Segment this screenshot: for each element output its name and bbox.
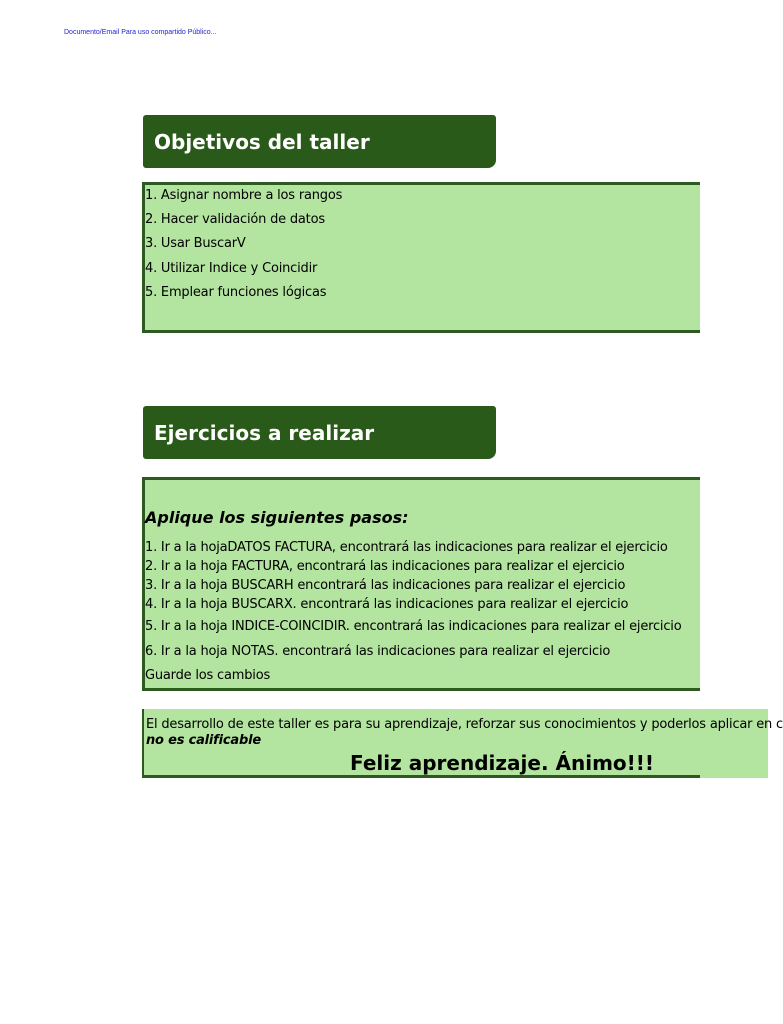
note-box [142, 709, 783, 778]
exercises-title: Ejercicios a realizar [154, 420, 375, 445]
objectives-title: Objetivos del taller [154, 129, 370, 154]
objectives-header [143, 115, 496, 168]
objective-item: 3. Usar BuscarV [145, 236, 246, 251]
cheer-message: Feliz aprendizaje. Ánimo!!! [350, 751, 655, 775]
objective-item: 1. Asignar nombre a los rangos [145, 188, 343, 203]
classification-label: Documento/Email Para uso compartido Público... [64, 29, 217, 36]
note-not-graded: no es calificable [146, 733, 261, 748]
save-note: Guarde los cambios [145, 668, 271, 683]
exercises-box [142, 477, 700, 691]
objective-item: 2. Hacer validación de datos [145, 212, 325, 227]
exercise-step: 4. Ir a la hoja BUSCARX. encontrará las indicaciones para realizar el ejercicio [145, 597, 629, 612]
exercise-step: 1. Ir a la hojaDATOS FACTURA, encontrará las indicaciones para realizar el ejercicio [145, 540, 668, 555]
exercises-header [143, 406, 496, 459]
objectives-box [142, 182, 700, 333]
exercise-step: 5. Ir a la hoja INDICE-COINCIDIR. encontrará las indicaciones para realizar el ejercicio [145, 619, 682, 634]
exercises-subtitle: Aplique los siguientes pasos: [145, 508, 409, 527]
objective-item: 5. Emplear funciones lógicas [145, 285, 327, 300]
note-text: El desarrollo de este taller es para su aprendizaje, reforzar sus conocimientos y poderlos aplicar en c [146, 717, 783, 732]
exercise-step: 3. Ir a la hoja BUSCARH encontrará las indicaciones para realizar el ejercicio [145, 578, 626, 593]
exercise-step: 6. Ir a la hoja NOTAS. encontrará las indicaciones para realizar el ejercicio [145, 644, 611, 659]
exercise-step: 2. Ir a la hoja FACTURA, encontrará las indicaciones para realizar el ejercicio [145, 559, 625, 574]
objective-item: 4. Utilizar Indice y Coincidir [145, 261, 318, 276]
